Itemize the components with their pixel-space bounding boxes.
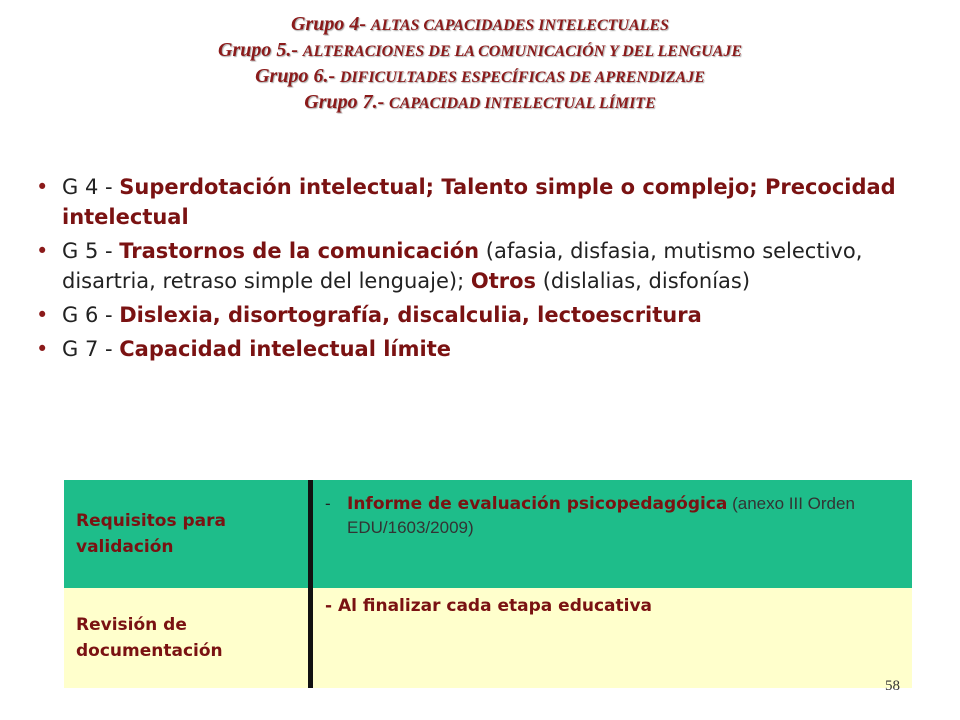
table-row-requisitos — [64, 480, 912, 588]
bullet-dot-icon: • — [36, 303, 49, 327]
bullet-text: (dislalias, disfonías) — [536, 269, 751, 293]
bullet-item — [36, 236, 926, 296]
bullet-dot-icon: • — [36, 239, 49, 263]
title-group-4: Grupo 4- ALTAS CAPACIDADES INTELECTUALES — [291, 13, 669, 35]
title-group-6: Grupo 6.- DIFICULTADES ESPECÍFICAS DE APRENDIZAJE — [255, 65, 705, 87]
bullet-text: Dislexia, disortografía, discalculia, lectoescritura — [119, 303, 702, 327]
bullet-text: Otros — [470, 269, 537, 293]
validation-table — [64, 480, 912, 688]
bullet-prefix: G 5 - — [62, 239, 120, 263]
bullet-dot-icon: • — [36, 337, 49, 361]
page-number: 58 — [885, 678, 900, 694]
bullet-text: Trastornos de la comunicación — [119, 239, 480, 263]
bullet-item — [36, 300, 926, 330]
bullet-prefix: G 7 - — [62, 337, 120, 361]
bullet-prefix: G 4 - — [62, 175, 120, 199]
label-requisitos: Requisitos para validación — [64, 480, 311, 588]
slide-title-block — [0, 12, 960, 116]
bullet-text: Superdotación intelectual; Talento simple o complejo; Precocidad intelectual — [62, 175, 896, 229]
informe-text: Informe de evaluación psicopedagógica — [347, 494, 728, 514]
bullet-text: Capacidad intelectual límite — [119, 337, 451, 361]
dash-marker: - — [325, 494, 331, 513]
bullet-item — [36, 334, 926, 364]
anexo-text: (anexo III Orden EDU/1603/2009) — [347, 494, 855, 537]
bullet-prefix: G 6 - — [62, 303, 120, 327]
bullet-dot-icon: • — [36, 175, 49, 199]
bullet-text: (afasia, disfasia, mutismo selectivo, disartria, retraso simple del lenguaje); — [62, 239, 863, 293]
title-group-7: Grupo 7.- CAPACIDAD INTELECTUAL LÍMITE — [304, 91, 656, 113]
value-requisitos — [311, 480, 913, 588]
bullet-list — [36, 172, 926, 368]
bullet-item — [36, 172, 926, 232]
value-revision: - Al finalizar cada etapa educativa — [311, 588, 913, 688]
label-revision: Revisión de documentación — [64, 588, 311, 688]
title-group-5: Grupo 5.- ALTERACIONES DE LA COMUNICACIÓN Y DEL LENGUAJE — [218, 39, 742, 61]
table-row-revision — [64, 588, 912, 688]
